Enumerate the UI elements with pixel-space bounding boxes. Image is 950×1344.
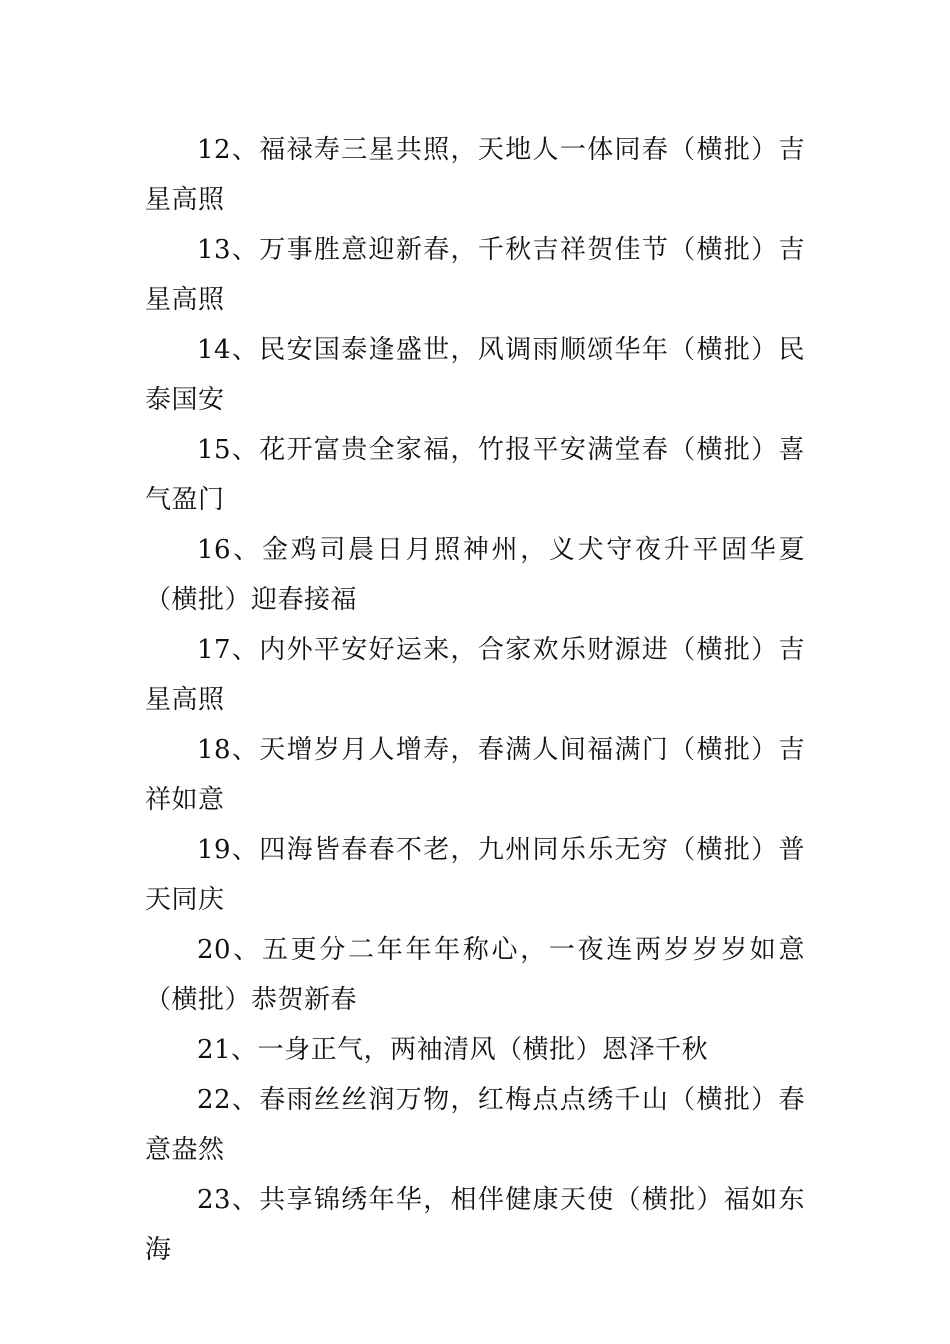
couplet-entry-21: 21、一身正气，两袖清风（横批）恩泽千秋 — [197, 1035, 709, 1065]
couplet-entry-23: 23、共享锦绣年华，相伴健康天使（横批）福如东海 — [145, 1185, 805, 1265]
couplet-entry-16: 16、金鸡司晨日月照神州，义犬守夜升平固华夏（横批）迎春接福 — [145, 535, 805, 615]
couplet-entry-19: 19、四海皆春春不老，九州同乐乐无穷（横批）普天同庆 — [145, 835, 805, 915]
couplet-entry-12: 12、福禄寿三星共照，天地人一体同春（横批）吉星高照 — [145, 135, 805, 215]
couplet-entry-17: 17、内外平安好运来，合家欢乐财源进（横批）吉星高照 — [145, 635, 805, 715]
couplet-entry-15: 15、花开富贵全家福，竹报平安满堂春（横批）喜气盈门 — [145, 435, 805, 515]
couplet-entry-13: 13、万事胜意迎新春，千秋吉祥贺佳节（横批）吉星高照 — [145, 235, 805, 315]
couplet-entry-18: 18、天增岁月人增寿，春满人间福满门（横批）吉祥如意 — [145, 735, 805, 815]
couplet-entry-14: 14、民安国泰逢盛世，风调雨顺颂华年（横批）民泰国安 — [145, 335, 805, 415]
couplet-entry-22: 22、春雨丝丝润万物，红梅点点绣千山（横批）春意盎然 — [145, 1085, 805, 1165]
couplet-entry-20: 20、五更分二年年年称心，一夜连两岁岁岁如意（横批）恭贺新春 — [145, 935, 805, 1015]
